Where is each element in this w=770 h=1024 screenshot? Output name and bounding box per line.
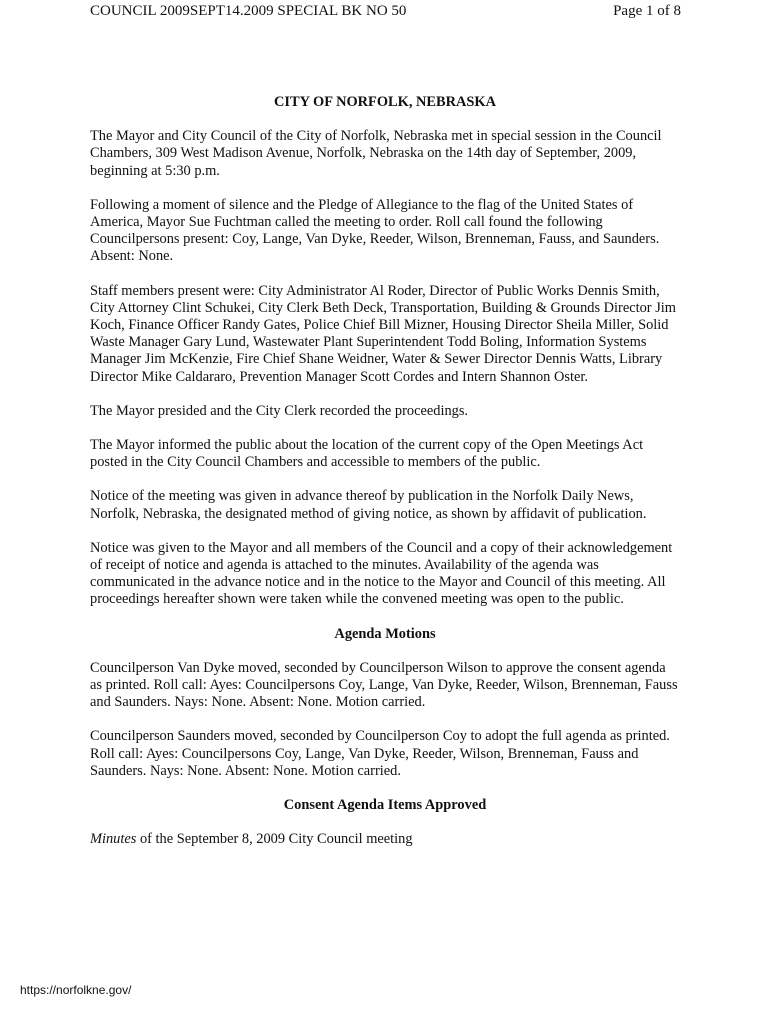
consent-item-minutes <box>90 831 680 848</box>
minutes-italic: Minutes <box>90 831 137 848</box>
section-heading-consent-agenda: Consent Agenda Items Approved <box>283 797 487 814</box>
section-heading-agenda-motions: Agenda Motions <box>334 625 436 642</box>
minutes-text: of the September 8, 2009 City Council meeting <box>136 831 413 848</box>
paragraph-session: The Mayor and City Council of the City of Norfolk, Nebraska met in special session in the Council Chambers, 309 West Madison Avenue, Norfolk, Nebraska on the 14th day of September, 2009, beginning at 5:30 p.m. <box>90 128 662 179</box>
document-title: CITY OF NORFOLK, NEBRASKA <box>273 94 496 110</box>
document-body <box>90 94 680 866</box>
page-header <box>90 0 681 22</box>
paragraph-full-agenda-motion: Councilperson Saunders moved, seconded by Councilperson Coy to adopt the full agenda as printed. Roll call: Ayes: Councilpersons Coy, Lange, Van Dyke, Reeder, Wilson, Brenneman, Fauss and Saunders. Nays: None. Absent: None. Motion carried. <box>90 728 670 779</box>
paragraph-open-meetings: The Mayor informed the public about the location of the current copy of the Open Meetings Act posted in the City Council Chambers and accessible to members of the public. <box>90 437 644 471</box>
paragraph-consent-motion: Councilperson Van Dyke moved, seconded by Councilperson Wilson to approve the consent agenda as printed. Roll call: Ayes: Councilpersons Coy, Lange, Van Dyke, Reeder, Wilson, Brenneman, Fauss and Saunders. Nays: None. Absent: None. Motion carried. <box>90 659 678 711</box>
paragraph-notice-publication: Notice of the meeting was given in advance thereof by publication in the Norfolk Daily News, Norfolk, Nebraska, the designated method of giving notice, as shown by affidavit of publication. <box>90 488 647 522</box>
paragraph-presided: The Mayor presided and the City Clerk recorded the proceedings. <box>90 402 469 419</box>
paragraph-notice-council: Notice was given to the Mayor and all members of the Council and a copy of their acknowledgement of receipt of notice and agenda is attached to the minutes. Availability of the agenda was communicated in the advance notice and in the notice to the Mayor and Council of this meeting. All proceedings hereafter shown were taken while the convened meeting was open to the public. <box>90 539 673 608</box>
paragraph-staff: Staff members present were: City Administrator Al Roder, Director of Public Works Dennis Smith, City Attorney Clint Schukei, City Clerk Beth Deck, Transportation, Building & Grounds Director Jim Koch, Finance Officer Randy Gates, Police Chief Bill Mizner, Housing Director Sheila Miller, Solid Waste Manager Gary Lund, Wastewater Plant Superintendent Todd Boling, Information Systems Manager Jim McKenzie, Fire Chief Shane Weidner, Water & Sewer Director Dennis Watts, Library Director Mike Caldararo, Prevention Manager Scott Cordes and Intern Shannon Oster. <box>90 282 676 385</box>
paragraph-roll-call: Following a moment of silence and the Pledge of Allegiance to the flag of the United States of America, Mayor Sue Fuchtman called the meeting to order. Roll call found the following Councilpersons present: Coy, Lange, Van Dyke, Reeder, Wilson, Brenneman, Fauss, and Saunders. Absent: None. <box>90 196 660 265</box>
footer-url: https://norfolkne.gov/ <box>20 983 132 997</box>
page-number: Page 1 of 8 <box>613 3 681 19</box>
document-id: COUNCIL 2009SEPT14.2009 SPECIAL BK NO 50 <box>90 3 407 19</box>
